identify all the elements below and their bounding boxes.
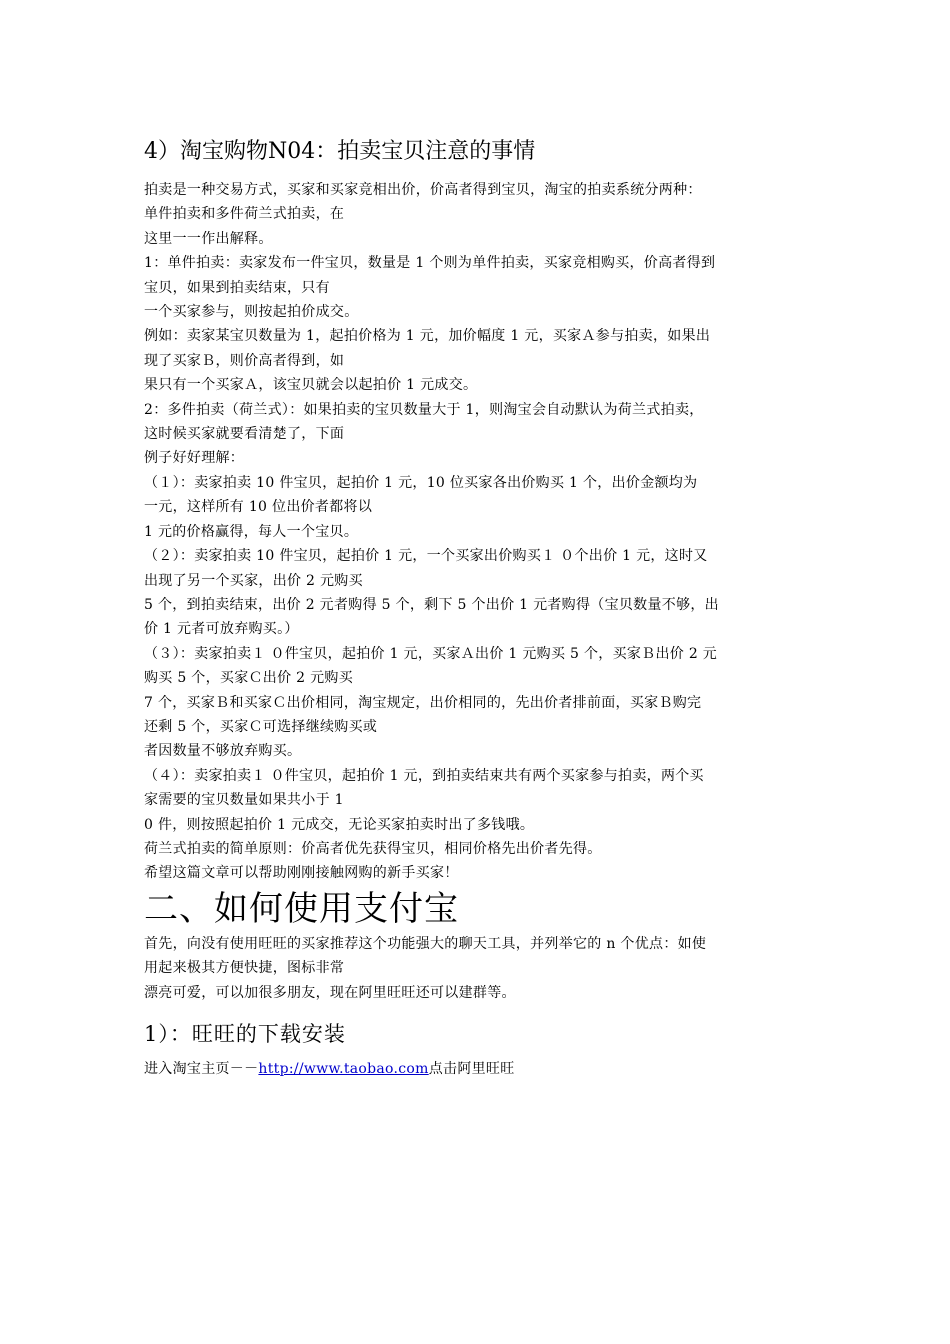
paragraph-line: （１）：卖家拍卖 10 件宝贝，起拍价 1 元，10 位买家各出价购买 1 个，出价金额均为 xyxy=(144,474,698,491)
paragraph-line: 5 个，到拍卖结束，出价 2 元者购得 5 个，剩下 5 个出价 1 元者购得（宝贝数量不够，出 xyxy=(144,596,719,613)
paragraph-line: 荷兰式拍卖的简单原则：价高者优先获得宝贝，相同价格先出价者先得。 xyxy=(144,840,602,857)
paragraph-line: 1 元的价格赢得，每人一个宝贝。 xyxy=(144,523,359,540)
paragraph-line: 购买 5 个，买家Ｃ出价 2 元购买 xyxy=(144,670,354,687)
paragraph-line: 家需要的宝贝数量如果共小于 1 xyxy=(144,792,344,809)
paragraph-line: 这里一一作出解释。 xyxy=(144,230,273,247)
paragraph-line: 宝贝，如果到拍卖结束，只有 xyxy=(144,279,330,296)
paragraph-line: 7 个，买家Ｂ和买家Ｃ出价相同，淘宝规定，出价相同的，先出价者排前面，买家Ｂ购完 xyxy=(144,694,702,711)
paragraph-line: （２）：卖家拍卖 10 件宝贝，起拍价 1 元，一个买家出价购买１ ０个出价 1 元，这时又 xyxy=(144,548,708,565)
paragraph-line: 单件拍卖和多件荷兰式拍卖，在 xyxy=(144,206,345,223)
heading-alipay: 二、如何使用支付宝 xyxy=(144,888,459,929)
paragraph-line: 价 1 元者可放弃购买。） xyxy=(144,621,299,638)
paragraph-line: 一个买家参与，则按起拍价成交。 xyxy=(144,304,359,321)
paragraph-line: 1：单件拍卖：卖家发布一件宝贝，数量是 1 个则为单件拍卖，买家竞相购买，价高者得到 xyxy=(144,255,716,272)
paragraph-line: 首先，向没有使用旺旺的买家推荐这个功能强大的聊天工具，并列举它的 n 个优点：如使 xyxy=(144,935,707,952)
paragraph-line: 漂亮可爱，可以加很多朋友，现在阿里旺旺还可以建群等。 xyxy=(144,984,516,1001)
taobao-link[interactable]: http://www.taobao.com xyxy=(258,1061,429,1077)
link-suffix-text: 点击阿里旺旺 xyxy=(428,1061,515,1077)
paragraph-line: 出现了另一个买家，出价 2 元购买 xyxy=(144,572,363,589)
document-body xyxy=(144,136,808,1081)
heading-auction: 4）淘宝购物N04：拍卖宝贝注意的事情 xyxy=(144,139,536,164)
heading-wangwang: 1）：旺旺的下载安装 xyxy=(144,1022,346,1046)
paragraph-line: 例如：卖家某宝贝数量为 1，起拍价格为 1 元，加价幅度 1 元，买家Ａ参与拍卖，如果出 xyxy=(144,328,711,345)
paragraph-line: 现了买家Ｂ，则价高者得到，如 xyxy=(144,352,345,369)
paragraph-line: 用起来极其方便快捷，图标非常 xyxy=(144,960,345,977)
taobao-homepage-line xyxy=(144,1057,808,1081)
paragraph-line: （４）：卖家拍卖１ ０件宝贝，起拍价 1 元，到拍卖结束共有两个买家参与拍卖，两个买 xyxy=(144,767,704,784)
paragraph-line: 这时候买家就要看清楚了，下面 xyxy=(144,426,345,443)
link-prefix-text: 进入淘宝主页－－ xyxy=(144,1061,259,1077)
paragraph-line: 希望这篇文章可以帮助刚刚接触网购的新手买家！ xyxy=(144,865,459,882)
paragraph-line: （３）：卖家拍卖１ ０件宝贝，起拍价 1 元，买家Ａ出价 1 元购买 5 个，买家Ｂ出价 2 元 xyxy=(144,645,718,662)
paragraph-line: 0 件，则按照起拍价 1 元成交，无论买家拍卖时出了多钱哦。 xyxy=(144,816,535,833)
paragraph-line: 一元，这样所有 10 位出价者都将以 xyxy=(144,499,373,516)
paragraph-line: 者因数量不够放弃购买。 xyxy=(144,743,302,760)
paragraph-line: 例子好好理解： xyxy=(144,450,245,467)
paragraph-line: 果只有一个买家Ａ，该宝贝就会以起拍价 1 元成交。 xyxy=(144,377,478,394)
paragraph-line: 2：多件拍卖（荷兰式）：如果拍卖的宝贝数量大于 1，则淘宝会自动默认为荷兰式拍卖， xyxy=(144,401,704,418)
paragraph-line: 还剩 5 个，买家Ｃ可选择继续购买或 xyxy=(144,718,378,735)
paragraph-line: 拍卖是一种交易方式，买家和买家竞相出价，价高者得到宝贝，淘宝的拍卖系统分两种： xyxy=(144,182,702,198)
